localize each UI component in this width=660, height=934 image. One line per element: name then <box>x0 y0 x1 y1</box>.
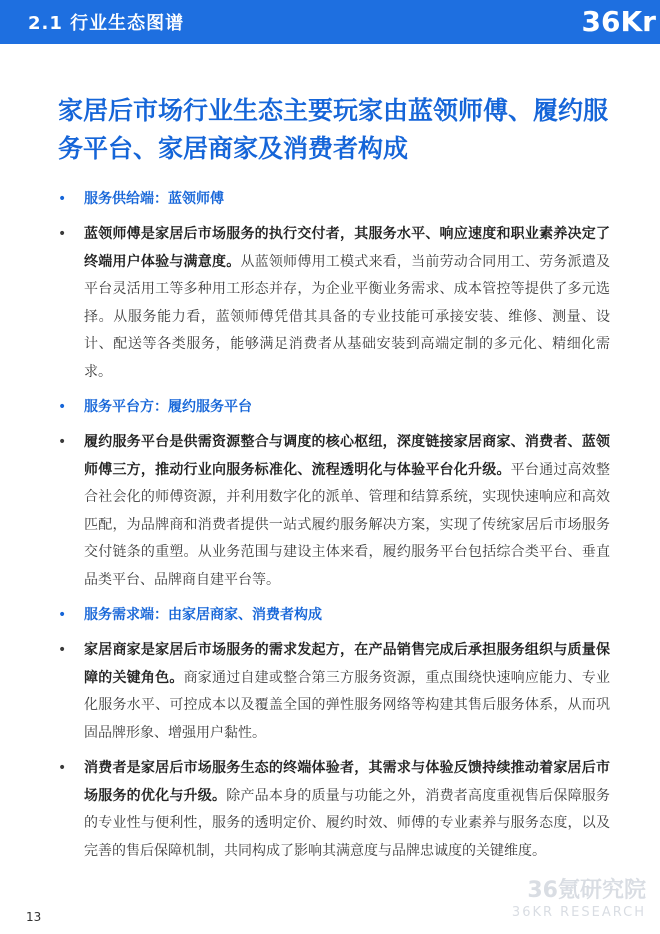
content-body <box>58 186 610 873</box>
watermark-en: 36KR RESEARCH <box>511 905 646 920</box>
bullet-icon: • <box>58 760 67 776</box>
paragraph-supply <box>58 221 610 386</box>
paragraph-merchants <box>58 637 610 747</box>
paragraph-text: 商家通过自建或整合第三方服务资源，重点围绕快速响应能力、专业化服务水平、可控成本以及覆盖全国的弹性服务网络等构建其售后服务体系，从而巩固品牌形象、增强用户黏性。 <box>84 669 611 741</box>
bullet-icon: • <box>58 607 67 623</box>
36kr-logo: 36Kr <box>581 5 656 38</box>
watermark-cn: 36氪研究院 <box>527 878 646 903</box>
paragraph-lead: 履约服务平台是供需资源整合与调度的核心枢纽，深度链接家居商家、消费者、蓝领师傅三方，推动行业向服务标准化、流程透明化与体验平台化升级。 <box>84 434 610 478</box>
paragraph-platform <box>58 429 610 594</box>
paragraph-lead: 家居商家是家居后市场服务的需求发起方，在产品销售完成后承担服务组织与质量保障的关键角色。 <box>84 642 610 686</box>
bullet-icon: • <box>58 226 67 242</box>
paragraph-lead: 消费者是家居后市场服务生态的终端体验者，其需求与体验反馈持续推动着家居后市场服务的优化与升级。 <box>84 760 610 804</box>
paragraph-text: 除产品本身的质量与功能之外，消费者高度重视售后保障服务的专业性与便利性，服务的透明定价、履约时效、师傅的专业素养与服务态度，以及完善的售后保障机制，共同构成了影响其满意度与品牌忠诚度的关键维度。 <box>84 787 611 859</box>
bullet-icon: • <box>58 191 67 207</box>
paragraph-consumers <box>58 755 610 865</box>
page-number: 13 <box>26 910 42 924</box>
paragraph-text: 从蓝领师傅用工模式来看，当前劳动合同用工、劳务派遣及平台灵活用工等多种用工形态并存，为企业平衡业务需求、成本管控等提供了多元选择。从服务能力看，蓝领师傅凭借其具备的专业技能可承接安装、维修、测量、设计、配送等各类服务，能够满足消费者从基础安装到高端定制的多元化、精细化需求。 <box>84 253 611 380</box>
section-heading-platform: • 服务平台方：履约服务平台 <box>58 394 610 421</box>
section-heading-demand: • 服务需求端：由家居商家、消费者构成 <box>58 602 610 629</box>
bullet-icon: • <box>58 434 67 450</box>
bullet-icon: • <box>58 399 67 415</box>
paragraph-text: 平台通过高效整合社会化的师傅资源，并利用数字化的派单、管理和结算系统，实现快速响应和高效匹配，为品牌商和消费者提供一站式履约服务解决方案，实现了传统家居后市场服务交付链条的重塑。从业务范围与建设主体来看，履约服务平台包括综合类平台、垂直品类平台、品牌商自建平台等。 <box>84 461 611 588</box>
section-title: 2.1 行业生态图谱 <box>28 13 185 34</box>
page-title: 家居后市场行业生态主要玩家由蓝领师傅、履约服务平台、家居商家及消费者构成 <box>58 96 609 163</box>
section-heading-supply: • 服务供给端：蓝领师傅 <box>58 186 610 213</box>
bullet-icon: • <box>58 642 67 658</box>
header-bar <box>0 0 660 44</box>
paragraph-lead: 蓝领师傅是家居后市场服务的执行交付者，其服务水平、响应速度和职业素养决定了终端用户体验与满意度。 <box>84 226 610 270</box>
watermark <box>512 880 646 919</box>
